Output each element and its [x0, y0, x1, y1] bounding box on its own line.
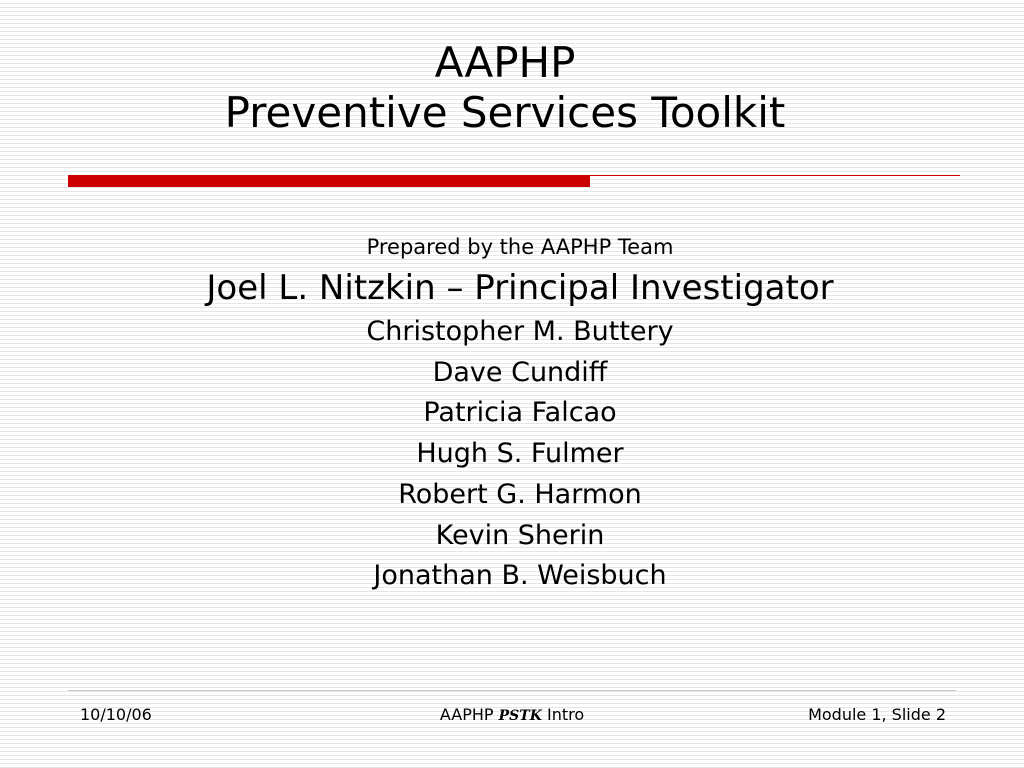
team-member: Dave Cundiff: [432, 356, 608, 388]
footer-date: 10/10/06: [80, 705, 152, 724]
title-divider-thin: [590, 175, 960, 176]
principal-investigator: Joel L. Nitzkin – Principal Investigator: [206, 268, 834, 308]
team-member: Hugh S. Fulmer: [416, 438, 624, 470]
footer-title-prefix: AAPHP: [439, 705, 494, 724]
team-member: Patricia Falcao: [423, 397, 617, 429]
prepared-by-text: Prepared by the AAPHP Team: [366, 235, 674, 259]
team-member: Robert G. Harmon: [398, 478, 642, 510]
footer-divider: [68, 690, 956, 691]
footer-title-emphasis: PSTK: [498, 708, 542, 724]
team-member: Kevin Sherin: [435, 519, 605, 551]
title-line-1: AAPHP: [434, 38, 576, 87]
team-member: Jonathan B. Weisbuch: [373, 560, 667, 592]
slide-body: [0, 230, 1024, 597]
slide-title: [0, 38, 1010, 138]
title-line-2: Preventive Services Toolkit: [224, 88, 786, 137]
team-member: Christopher M. Buttery: [366, 316, 674, 347]
footer-title-suffix: Intro: [546, 705, 585, 724]
title-divider-thick: [68, 175, 590, 187]
footer-slide-number: Module 1, Slide 2: [808, 705, 946, 724]
